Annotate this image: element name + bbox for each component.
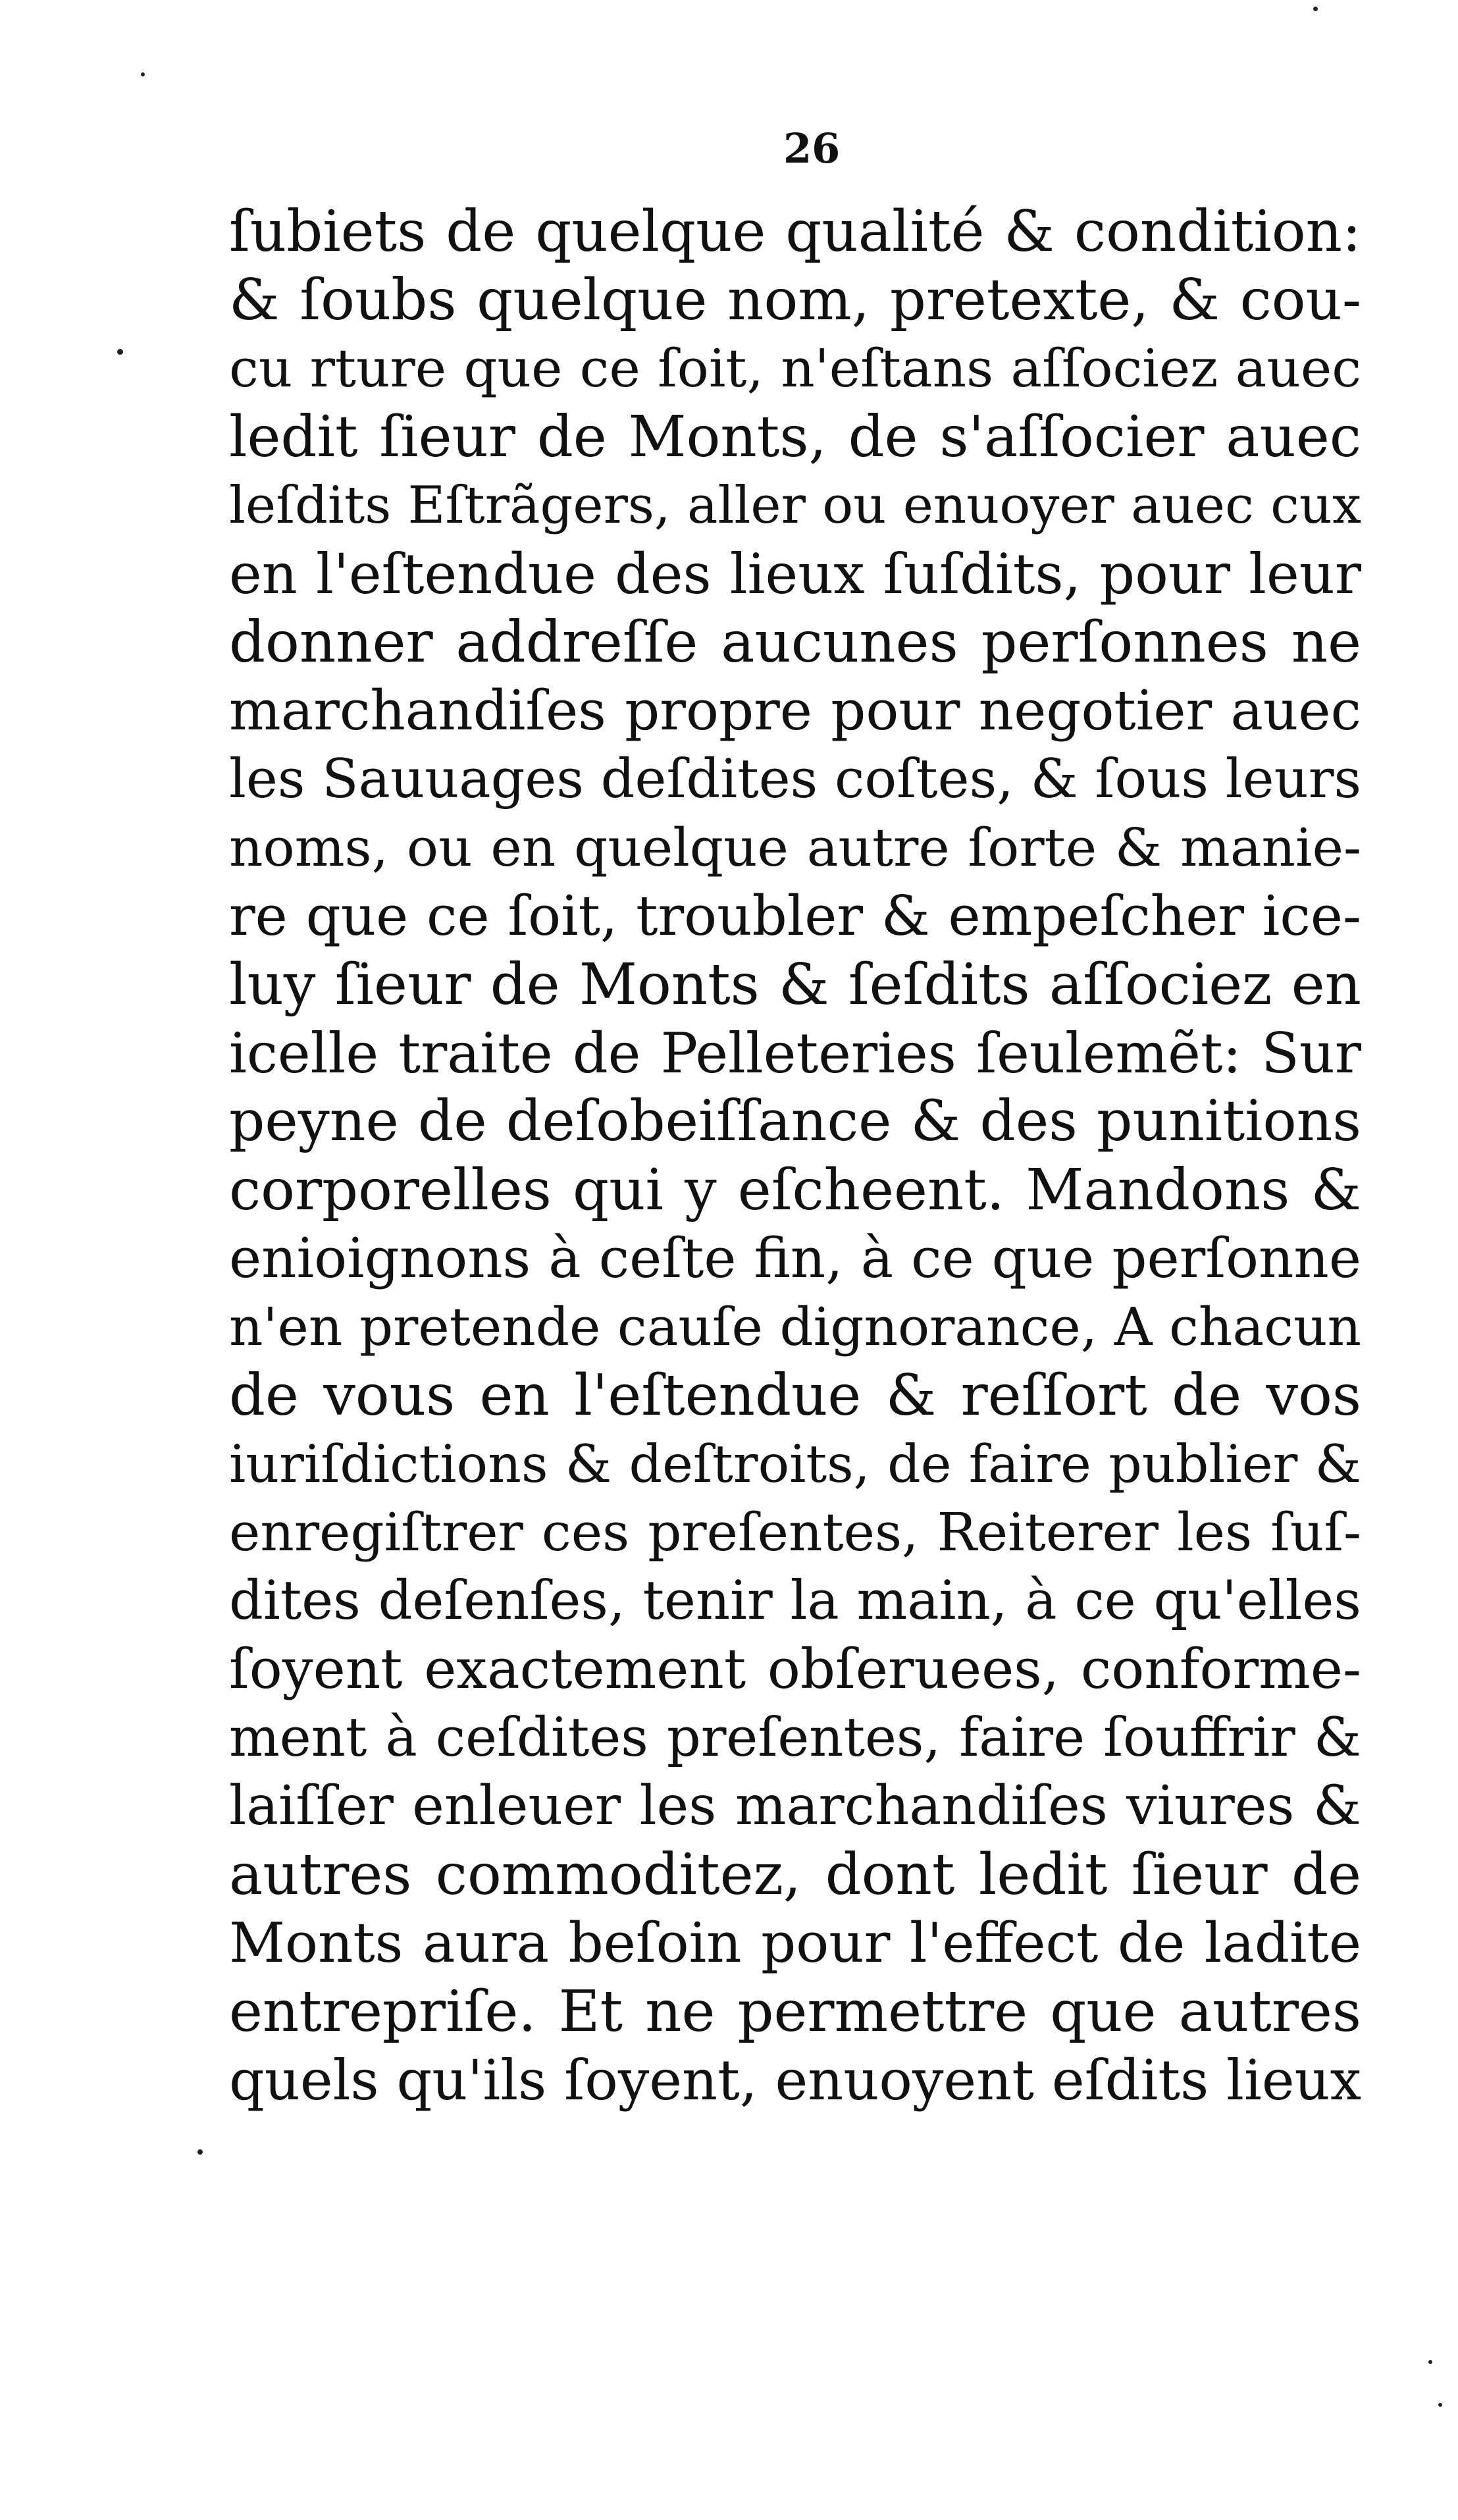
text-line: ledit ſieur de Monts, de s'aſſocier auec [229,404,1361,470]
page-number: 26 [783,124,841,172]
ink-speck [117,349,123,355]
ink-speck [1428,2360,1432,2364]
text-line: de vous en l'eſtendue & reſſort de vos [229,1363,1361,1429]
text-line: cu rture que ce ſoit, n'eſtans aſſociez auec [229,338,1361,399]
text-line: quels qu'ils ſoyent, enuoyent eſdits lieux [229,2048,1361,2113]
text-line: noms, ou en quelque autre ſorte & manie- [229,817,1361,878]
text-line: ſoyent exactement obſeruees, conforme- [229,1637,1361,1701]
text-line: & ſoubs quelque nom, pretexte, & cou- [229,267,1361,333]
ink-speck [1313,7,1318,11]
text-line: marchandiſes propre pour negotier auec [229,679,1361,743]
text-line: corporelles qui y eſcheent. Mandons & [229,1157,1361,1223]
text-line: Monts aura beſoin pour l'effect de ladite [229,1911,1361,1975]
ink-speck [1438,2403,1442,2407]
text-line: en l'eſtendue des lieux ſuſdits, pour leur [229,542,1361,606]
text-line: ment à ceſdites preſentes, faire ſouffrir & [229,1707,1361,1769]
text-line: les Sauuages deſdites coſtes, & ſous leurs [229,748,1362,810]
text-line: ſubiets de quelque qualité & condition: [229,199,1361,265]
text-line: laiſſer enleuer les marchandiſes viures & [229,1775,1361,1837]
text-line: n'en pretende cauſe dignorance, A chacun [229,1296,1361,1357]
text-line: re que ce ſoit, troubler & empeſcher ice- [229,884,1361,948]
text-line: iuriſdictions & deſtroits, de faire publier & [229,1434,1361,1494]
text-line: entrepriſe. Et ne permettre que autres [229,1979,1361,2045]
ink-speck [197,2149,203,2155]
ink-speck [141,72,145,76]
text-line: donner addreſſe aucunes perſonnes ne [229,610,1361,675]
text-line: enregiſtrer ces preſentes, Reiterer les ſuſ- [229,1502,1361,1563]
text-line: luy ſieur de Monts & ſeſdits aſſociez en [229,952,1361,1018]
text-line: leſdits Eſtrãgers, aller ou enuoyer auec cux [229,476,1361,535]
text-line: enioignons à ceſte fin, à ce que perſonne [229,1226,1361,1290]
text-line: autres commoditez, dont ledit ſieur de [229,1842,1361,1908]
text-line: dites deſenſes, tenir la main, à ce qu'elles [229,1570,1361,1632]
text-line: icelle traite de Pelleteries ſeulemẽt: Sur [229,1021,1361,1086]
body-text [229,197,1361,2114]
text-line: peyne de deſobeiſſance & des punitions [229,1089,1361,1154]
